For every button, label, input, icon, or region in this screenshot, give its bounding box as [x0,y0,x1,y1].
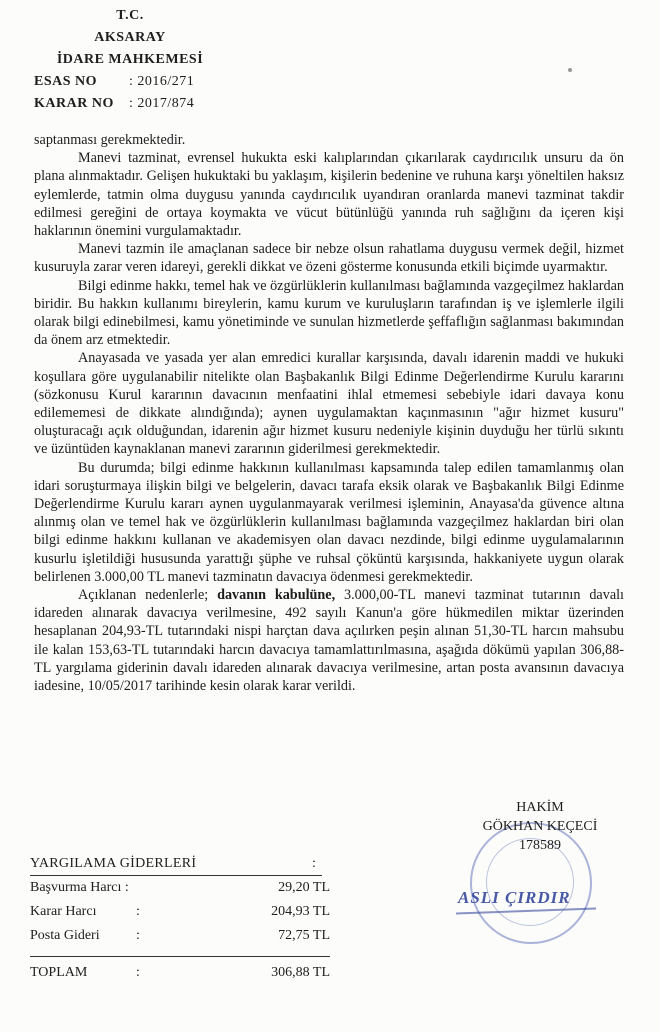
header-city: AKSARAY [94,30,166,45]
cost-row [30,880,330,900]
paragraph-3: Manevi tazmin ile amaçlanan sadece bir nebze olsun rahatlama duygusu vermek değil, hizmet kusuruyla zarar veren idareyi, gerekli dikkat ve özeni gösterme konusunda etkili biçimde uyarmaktır. [34,241,624,276]
cost-colon: : [136,928,140,943]
cost-value: 204,93 TL [271,904,330,919]
paragraph-7-verdict: davanın kabulüne, [217,587,336,604]
esas-no-value: : 2016/271 [129,74,195,89]
paragraph-6: Bu durumda; bilgi edinme hakkının kullanılması kapsamında talep edilen tamamlanmış olan idari soruşturmaya ilişkin bilgi ve belgelerin, davacı tarafa eksik olarak ve Başbakanlık Bilgi Edinme Değerlendirme Kurulu kararı aynen uygulanmayarak verilmesi işleminin, Anayasa'da güvence altına alınmış olan ve temel hak ve özgürlüklerin kullanılması bağlamında vazgeçilmez haklardan biri olan bilgi edinme hakkını kullanan ve akademisyen olan davacı nezdinde, bilgi edinme uygulamalarının kusurlu işletildiği hususunda yarattığı şüphe ve ruhsal çöküntü karşısında, hakkaniyete uygun olarak belirlenen 3.000,00 TL manevi tazminatın davacıya ödenmesi gerekmektedir. [34,459,624,585]
handwritten-signature: ASLI ÇIRDIR [458,888,571,907]
paragraph-7-rest: 3.000,00-TL manevi tazminat tutarının davalı idareden alınarak davacıya verilmesine, 492 sayılı Kanun'a göre hükmedilen miktar üzerinden hesaplanan 204,93-TL tutarındaki nispi harçtan dava açılırken peşin alınan 51,30-TL harcın mahsubu ile kalan 153,63-TL tutarındaki harcın davacıya tamamlattırılmasına, aşağıda dökümü yapılan 306,88-TL yargılama giderinin davalı idareden alınarak davacıya verilmesine, artan posta avansının davacıya iadesine, 10/05/2017 tarihinde kesin olarak karar verildi. [34,587,624,695]
cost-name: Posta Gideri [30,928,100,943]
judge-name: GÖKHAN KEÇECİ [482,819,598,834]
cost-value: 29,20 TL [278,880,330,895]
total-rule [30,956,330,957]
karar-no-label: KARAR NO [34,96,114,111]
cost-row [30,928,330,948]
costs-title-colon: : [312,856,316,871]
total-value: 306,88 TL [271,965,330,980]
total-row [30,965,330,985]
header-court: İDARE MAHKEMESİ [56,52,204,67]
cost-value: 72,75 TL [278,928,330,943]
paragraph-1: saptanması gerekmektedir. [34,132,186,148]
judge-signature-block [460,798,620,855]
judge-number: 178589 [519,838,561,853]
paragraph-5: Anayasada ve yasada yer alan emredici kurallar karşısında, davalı idarenin maddi ve hukuki koşullara göre uygulanabilir nitelikte olan Başbakanlık Bilgi Edinme Değerlendirme Kurulu kararını (sözkonusu Kurul kararının davacının menfaatini ihlal etmemesi sebebiyle idari davaya konu edilememesi de dikkate alındığında); aynen uygulamaktan kaçınmasının "ağır hizmet kusuru" oluşturacağı açık olduğundan, idarenin ağır hizmet kusuru nedeniyle kişinin duyduğu her türlü sıkıntı ve üzüntüden kaynaklanan manevi zararının giderilmesi gerekmektedir. [34,350,624,458]
paragraph-2: Manevi tazminat, evrensel hukukta eski kalıplarından çıkarılarak caydırıcılık unsuru da ön plana alınmaktadır. Gelişen hukuktaki bu yaklaşım, kişilerin bedenine ve ruhuna karşı yöneltilen haksız eylemlerde, tatmin olma duygusu yanında caydırıcılık uyandıran oranlarda manevi tazminat takdir edilmesi gereğini de ortaya koymakta ve vücut bütünlüğü yanında ruh sağlığını da içeren kişi haklarının önemini vurgulamaktadır. [34,150,624,240]
costs-title: YARGILAMA GİDERLERİ [30,856,197,871]
paragraph-7 [34,586,624,695]
cost-row [30,904,330,924]
karar-no-value: : 2017/874 [129,96,195,111]
header-tc: T.C. [116,8,144,23]
paragraph-4: Bilgi edinme hakkı, temel hak ve özgürlüklerin kullanılması bağlamında vazgeçilmez haklardan biridir. Bu hakkın kullanımı bireylerin, kamu kurum ve kuruluşların tarafından iş ve işlemlerle ilgili olarak bilgi edinebilmesi, kamu yönetiminde ve sunulan hizmetlerde şeffaflığın sağlanması bakımından da önem arz etmektedir. [34,277,624,349]
cost-name: Başvurma Harcı : [30,880,129,895]
esas-no-label: ESAS NO [34,74,98,89]
total-colon: : [136,965,140,980]
cost-colon: : [136,904,140,919]
paper-speck [568,68,572,72]
costs-title-underline [30,875,322,876]
paragraph-7-intro: Açıklanan nedenlerle; [78,587,218,604]
decision-body [34,131,624,695]
cost-name: Karar Harcı [30,904,97,919]
total-label: TOPLAM [30,965,88,980]
judge-title: HAKİM [516,800,564,815]
